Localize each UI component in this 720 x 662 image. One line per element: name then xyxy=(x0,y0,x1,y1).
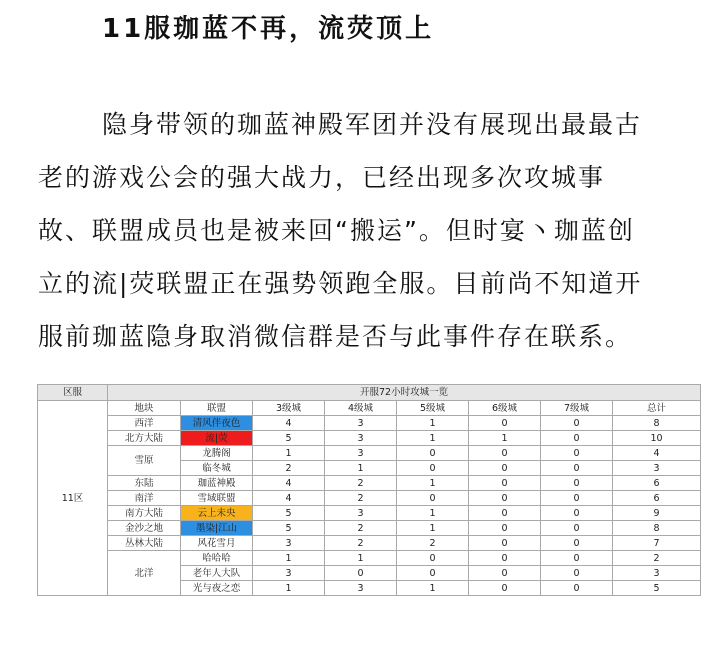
paragraph-line: 立的流|荧联盟正在强势领跑全服。目前尚不知道开 xyxy=(38,269,643,298)
city-count-cell: 0 xyxy=(541,536,613,551)
alliance-cell: 云上未央 xyxy=(181,506,253,521)
table-row xyxy=(38,551,701,566)
alliance-cell: 老年人大队 xyxy=(181,566,253,581)
region-cell: 南洋 xyxy=(108,491,181,506)
region-cell: 金沙之地 xyxy=(108,521,181,536)
city-count-cell: 1 xyxy=(325,461,397,476)
city-count-cell: 0 xyxy=(469,416,541,431)
siege-table-container xyxy=(37,384,700,626)
city-count-cell: 0 xyxy=(469,551,541,566)
total-cell: 3 xyxy=(613,461,701,476)
column-header: 4级城 xyxy=(325,401,397,416)
city-count-cell: 3 xyxy=(325,506,397,521)
total-cell: 9 xyxy=(613,506,701,521)
column-header: 总计 xyxy=(613,401,701,416)
city-count-cell: 1 xyxy=(397,431,469,446)
region-cell: 北方大陆 xyxy=(108,431,181,446)
alliance-cell: 临冬城 xyxy=(181,461,253,476)
table-row xyxy=(38,536,701,551)
city-count-cell: 1 xyxy=(253,446,325,461)
column-header: 地块 xyxy=(108,401,181,416)
city-count-cell: 3 xyxy=(253,566,325,581)
city-count-cell: 1 xyxy=(397,416,469,431)
city-count-cell: 0 xyxy=(325,566,397,581)
table-title: 开服72小时攻城一览 xyxy=(108,385,701,401)
total-cell: 6 xyxy=(613,476,701,491)
city-count-cell: 0 xyxy=(469,461,541,476)
table-title-row xyxy=(38,385,701,401)
city-count-cell: 5 xyxy=(253,521,325,536)
total-cell: 8 xyxy=(613,521,701,536)
city-count-cell: 1 xyxy=(253,551,325,566)
city-count-cell: 2 xyxy=(325,536,397,551)
city-count-cell: 1 xyxy=(469,431,541,446)
region-cell: 南方大陆 xyxy=(108,506,181,521)
alliance-cell: 雪域联盟 xyxy=(181,491,253,506)
city-count-cell: 0 xyxy=(541,506,613,521)
city-count-cell: 0 xyxy=(541,581,613,596)
column-header: 3级城 xyxy=(253,401,325,416)
total-cell: 2 xyxy=(613,551,701,566)
paragraph-line: 老的游戏公会的强大战力，已经出现多次攻城事 xyxy=(38,163,606,192)
total-cell: 6 xyxy=(613,491,701,506)
city-count-cell: 1 xyxy=(397,506,469,521)
region-cell: 东陆 xyxy=(108,476,181,491)
city-count-cell: 1 xyxy=(397,476,469,491)
city-count-cell: 0 xyxy=(469,566,541,581)
region-cell: 西洋 xyxy=(108,416,181,431)
table-row xyxy=(38,506,701,521)
city-count-cell: 0 xyxy=(469,521,541,536)
city-count-cell: 0 xyxy=(541,521,613,536)
city-count-cell: 3 xyxy=(325,431,397,446)
city-count-cell: 0 xyxy=(541,461,613,476)
city-count-cell: 3 xyxy=(325,581,397,596)
paragraph-line: 服前珈蓝隐身取消微信群是否与此事件存在联系。 xyxy=(38,322,633,351)
city-count-cell: 2 xyxy=(325,521,397,536)
table-header-row xyxy=(38,401,701,416)
column-header: 6级城 xyxy=(469,401,541,416)
region-cell: 北洋 xyxy=(108,551,181,596)
article-paragraph xyxy=(38,98,688,363)
table-row xyxy=(38,446,701,461)
city-count-cell: 3 xyxy=(253,536,325,551)
city-count-cell: 0 xyxy=(397,566,469,581)
alliance-cell: 流|荧 xyxy=(181,431,253,446)
city-count-cell: 0 xyxy=(469,491,541,506)
alliance-cell: 龙腾阁 xyxy=(181,446,253,461)
city-count-cell: 0 xyxy=(541,446,613,461)
table-row xyxy=(38,491,701,506)
column-header: 5级城 xyxy=(397,401,469,416)
total-cell: 7 xyxy=(613,536,701,551)
table-row xyxy=(38,521,701,536)
city-count-cell: 1 xyxy=(397,581,469,596)
city-count-cell: 0 xyxy=(397,551,469,566)
city-count-cell: 0 xyxy=(541,416,613,431)
city-count-cell: 5 xyxy=(253,506,325,521)
total-cell: 10 xyxy=(613,431,701,446)
city-count-cell: 0 xyxy=(541,491,613,506)
table-row xyxy=(38,476,701,491)
alliance-cell: 光与夜之恋 xyxy=(181,581,253,596)
alliance-cell: 清风伴夜色 xyxy=(181,416,253,431)
city-count-cell: 0 xyxy=(469,476,541,491)
city-count-cell: 3 xyxy=(325,446,397,461)
city-count-cell: 1 xyxy=(397,521,469,536)
total-cell: 4 xyxy=(613,446,701,461)
city-count-cell: 0 xyxy=(397,446,469,461)
city-count-cell: 0 xyxy=(397,491,469,506)
city-count-cell: 0 xyxy=(541,551,613,566)
city-count-cell: 0 xyxy=(469,536,541,551)
city-count-cell: 0 xyxy=(469,581,541,596)
article-heading: 11服珈蓝不再，流荧顶上 xyxy=(102,14,435,44)
total-cell: 3 xyxy=(613,566,701,581)
city-count-cell: 2 xyxy=(397,536,469,551)
column-header: 联盟 xyxy=(181,401,253,416)
city-count-cell: 0 xyxy=(541,431,613,446)
city-count-cell: 3 xyxy=(325,416,397,431)
city-count-cell: 4 xyxy=(253,416,325,431)
city-count-cell: 1 xyxy=(253,581,325,596)
city-count-cell: 4 xyxy=(253,476,325,491)
city-count-cell: 2 xyxy=(325,491,397,506)
total-cell: 8 xyxy=(613,416,701,431)
total-cell: 5 xyxy=(613,581,701,596)
city-count-cell: 4 xyxy=(253,491,325,506)
city-count-cell: 5 xyxy=(253,431,325,446)
city-count-cell: 2 xyxy=(253,461,325,476)
server-column-header: 区服 xyxy=(38,385,108,401)
city-count-cell: 0 xyxy=(469,446,541,461)
alliance-cell: 珈蓝神殿 xyxy=(181,476,253,491)
city-count-cell: 0 xyxy=(541,476,613,491)
city-count-cell: 0 xyxy=(541,566,613,581)
alliance-cell: 墨染|江山 xyxy=(181,521,253,536)
region-cell: 丛林大陆 xyxy=(108,536,181,551)
siege-table xyxy=(37,384,701,596)
alliance-cell: 风花雪月 xyxy=(181,536,253,551)
city-count-cell: 0 xyxy=(469,506,541,521)
alliance-cell: 哈哈哈 xyxy=(181,551,253,566)
paragraph-line: 故、联盟成员也是被来回“搬运”。但时宴丶珈蓝创 xyxy=(38,216,635,245)
region-cell: 雪原 xyxy=(108,446,181,476)
city-count-cell: 2 xyxy=(325,476,397,491)
column-header: 7级城 xyxy=(541,401,613,416)
table-row xyxy=(38,431,701,446)
city-count-cell: 1 xyxy=(325,551,397,566)
table-row xyxy=(38,416,701,431)
city-count-cell: 0 xyxy=(397,461,469,476)
server-cell: 11区 xyxy=(38,401,108,596)
paragraph-line: 隐身带领的珈蓝神殿军团并没有展现出最最古 xyxy=(102,110,643,139)
